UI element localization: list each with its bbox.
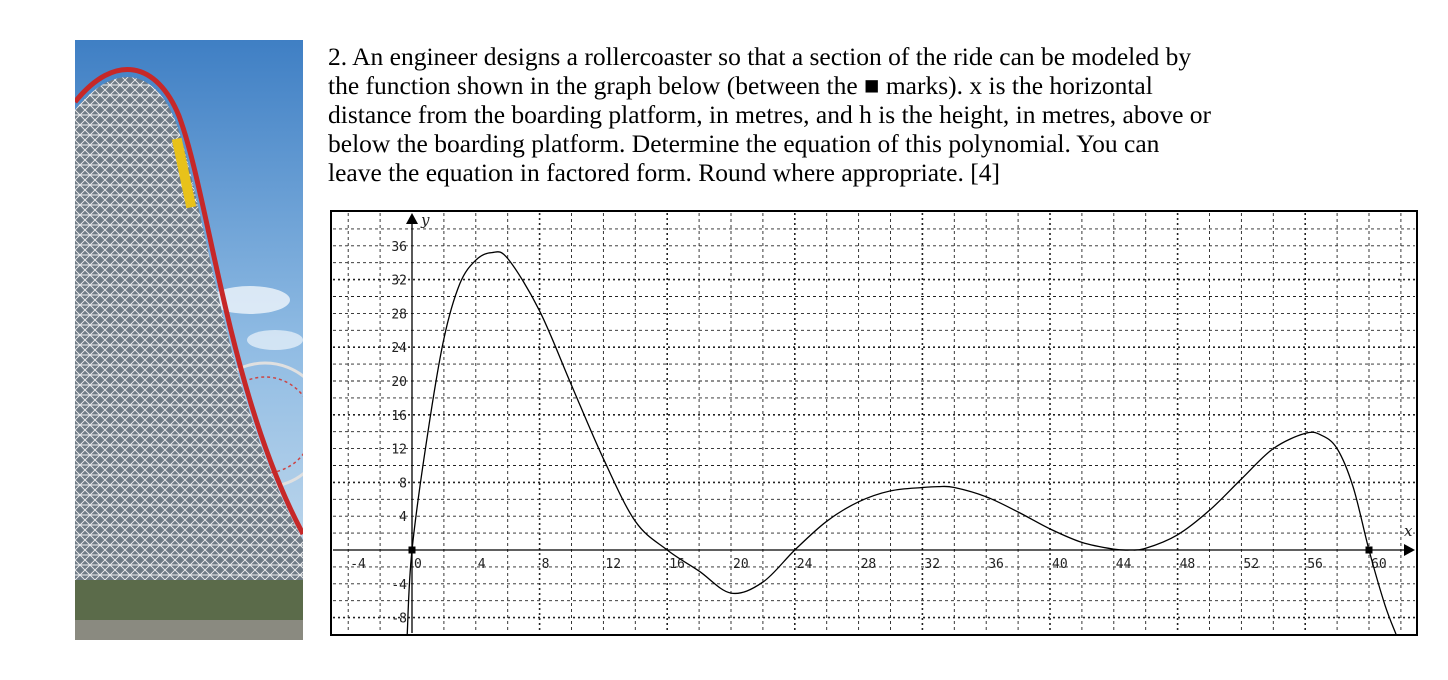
- y-tick-label: -4: [391, 577, 407, 593]
- x-tick-label: 60: [1371, 557, 1387, 572]
- x-tick-label: 32: [924, 557, 941, 572]
- y-tick-label: 4: [399, 510, 407, 526]
- y-tick-label: 24: [391, 341, 407, 357]
- x-tick-label: 0: [414, 557, 422, 572]
- x-tick-label: 24: [796, 557, 813, 572]
- polynomial-graph: [330, 210, 1418, 636]
- x-tick-label: 28: [860, 557, 877, 572]
- x-tick-label: 36: [988, 557, 1004, 572]
- x-tick-label: 12: [605, 557, 622, 572]
- problem-line: below the boarding platform. Determine the equation of this polynomial. You can: [328, 129, 1160, 158]
- endpoint-marker: [409, 547, 416, 554]
- problem-statement: [328, 42, 1408, 187]
- y-tick-label: 32: [391, 273, 407, 289]
- x-tick-label: 8: [541, 557, 550, 572]
- x-tick-label: 16: [669, 557, 685, 572]
- rollercoaster-photo: [75, 40, 303, 640]
- x-tick-label: 20: [733, 557, 749, 572]
- x-tick-label: 40: [1052, 557, 1068, 572]
- x-tick-label: 44: [1115, 557, 1132, 572]
- problem-line: the function shown in the graph below (between the ■ marks). x is the horizontal: [328, 71, 1153, 100]
- x-tick-label: -4: [350, 557, 366, 572]
- y-tick-label: 8: [399, 476, 407, 492]
- y-tick-label: 28: [391, 307, 407, 323]
- x-tick-label: 48: [1179, 557, 1196, 572]
- y-tick-label: 36: [391, 239, 407, 255]
- problem-line: leave the equation in factored form. Round where appropriate. [4]: [328, 158, 1000, 187]
- x-axis-label: x: [1404, 522, 1413, 540]
- y-axis-label: y: [421, 211, 430, 229]
- y-tick-label: 16: [391, 408, 407, 424]
- x-tick-label: 4: [477, 557, 486, 572]
- x-tick-label: 56: [1307, 557, 1323, 572]
- endpoint-marker: [1366, 547, 1373, 554]
- problem-line: distance from the boarding platform, in metres, and h is the height, in metres, above or: [328, 100, 1212, 129]
- y-tick-label: 12: [391, 442, 407, 458]
- problem-line: 2. An engineer designs a rollercoaster so that a section of the ride can be modeled by: [328, 42, 1192, 71]
- y-tick-label: 20: [391, 375, 407, 390]
- y-tick-label: -8: [391, 611, 407, 627]
- x-tick-label: 52: [1243, 557, 1260, 572]
